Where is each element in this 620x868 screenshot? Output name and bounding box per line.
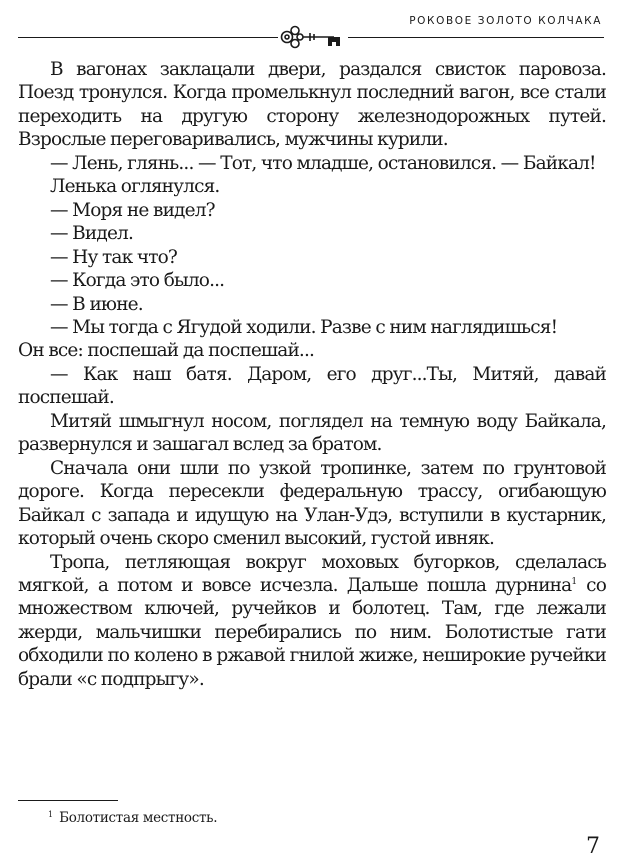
running-head: РОКОВОЕ ЗОЛОТО КОЛЧАКА — [409, 15, 602, 27]
paragraph: — Ну так что? — [50, 246, 177, 268]
paragraph: — Лень, глянь... — Тот, что младше, остановился. — Байкал! — [50, 152, 596, 174]
footnote-reference: 1 — [571, 576, 578, 587]
paragraph: — Мы тогда с Ягудой ходили. Разве с ним наглядишься! — [50, 316, 558, 338]
key-icon — [278, 24, 348, 50]
paragraph: — Моря не видел? — [50, 199, 215, 221]
footnote — [48, 810, 217, 826]
paragraph-text: Тропа, петляющая вокруг моховых бугорков, сделалась мягкой, а потом и вовсе исчезла. Дальше пошла дурнина — [18, 551, 606, 596]
paragraph: В вагонах заклацали двери, раздался свисток паровоза. Поезд тронулся. Когда промелькнул последний вагон, все стали переходить на другую сторону железнодорожных путей. Взрослые переговаривались, мужчины курили. — [18, 59, 606, 151]
paragraph: Ленька оглянулся. — [50, 176, 220, 198]
paragraph: Сначала они шли по узкой тропинке, затем по грунтовой дороге. Когда пересекли федеральную трассу, огибающую Байкал с запада и идущую на Улан-Удэ, вступили в кустарник, который очень скоро сменил высокий, густой ивняк. — [18, 457, 606, 550]
paragraph-continuation: Он все: поспешай да поспешай... — [18, 340, 315, 362]
paragraph-text-after: со множеством ключей, ручейков и болотец. Там, где лежали жерди, мальчишки перебирались по ним. Болотистые гати обходили по колено в ржавой гнилой жиже, неширокие ручейки брали «с подпрыгу». — [18, 574, 606, 690]
main-text — [18, 58, 606, 691]
paragraph: — Видел. — [50, 223, 133, 245]
paragraph: — Как наш батя. Даром, его друг...Ты, Митяй, давай поспешай. — [18, 363, 606, 409]
footnote-text: Болотистая местность. — [59, 810, 218, 826]
footnote-rule — [18, 800, 118, 801]
paragraph: — В июне. — [50, 293, 143, 315]
footnote-marker: 1 — [48, 810, 54, 819]
paragraph-with-footnote — [18, 551, 606, 692]
paragraph: Митяй шмыгнул носом, поглядел на темную воду Байкала, развернулся и зашагал вслед за братом. — [18, 410, 606, 456]
paragraph: — Когда это было... — [50, 270, 225, 292]
page-number: 7 — [586, 834, 600, 859]
